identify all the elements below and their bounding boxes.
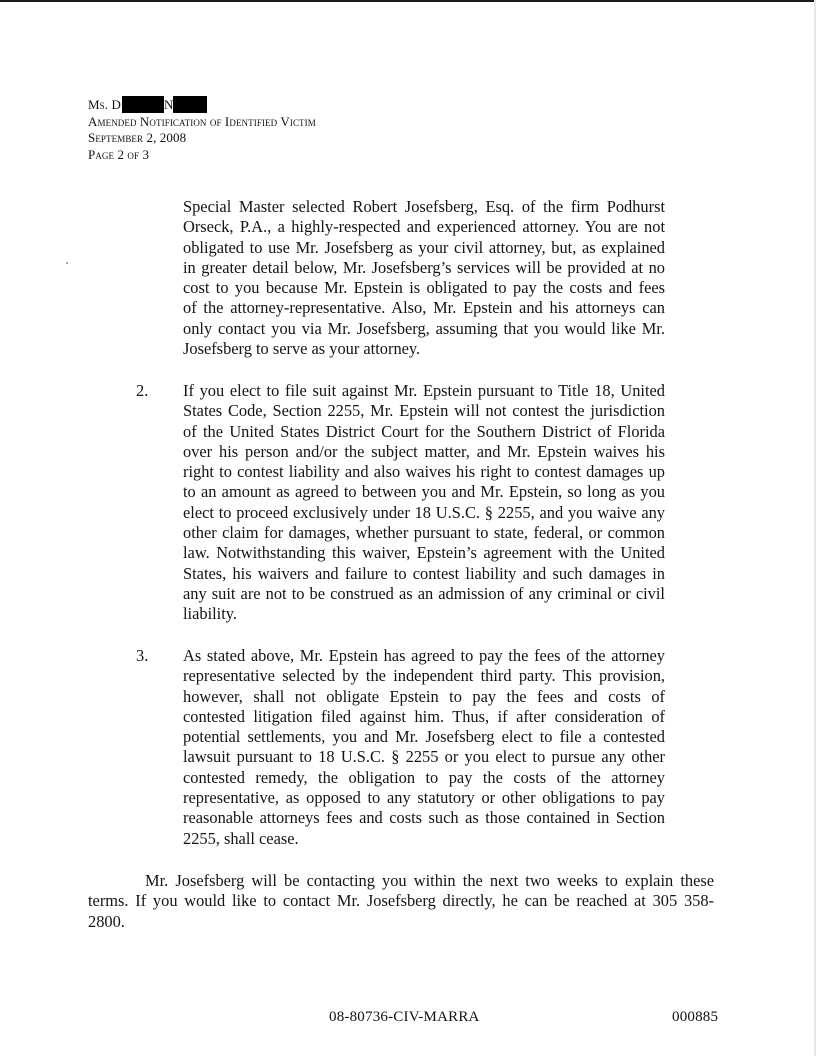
redaction-block: [173, 96, 207, 113]
letter-date: September 2, 2008: [88, 130, 187, 145]
redaction-block: [122, 96, 164, 113]
item-number: 3.: [136, 646, 149, 665]
paragraph-line: Orseck, P.A., a highly-respected and experienced attorney. You are not: [183, 217, 665, 237]
paragraph-line: right to contest liability and also waives his right to contest damages up: [183, 462, 665, 482]
paragraph-line: cost to you because Mr. Epstein is obligated to pay the costs and fees: [183, 278, 665, 298]
paragraph-line: however, shall not obligate Epstein to pay the fees and costs of: [183, 686, 665, 706]
paragraph-line: any suit are not to be construed as an admission of any criminal or civil: [183, 583, 665, 603]
paragraph-line: 2800.: [88, 911, 125, 931]
page-indicator: Page 2 of 3: [88, 146, 150, 162]
paragraph-line: terms. If you would like to contact Mr. Josefsberg directly, he can be reached at 305 358-: [88, 891, 714, 911]
recipient-name-prefix: Ms. D: [88, 97, 121, 112]
top-border-line: [0, 0, 816, 2]
recipient-name-mid: N: [163, 97, 174, 112]
paragraph-line: potential settlements, you and Mr. Josefsberg elect to file a contested: [183, 727, 665, 747]
paragraph-line: lawsuit pursuant to 18 U.S.C. § 2255 or you elect to pursue any other: [183, 747, 665, 767]
recipient-line: [88, 96, 316, 114]
paragraph-line: in greater detail below, Mr. Josefsberg’s services will be provided at no: [183, 257, 665, 277]
paragraph-line: 2255, shall cease.: [183, 828, 299, 848]
paragraph-line: over his person and/or the subject matter, and Mr. Epstein waives his: [183, 441, 665, 461]
paragraph-line: States, his waivers and failure to contest liability and such damages in: [183, 563, 665, 583]
paragraph-line: obligated to use Mr. Josefsberg as your civil attorney, but, as explained: [183, 237, 665, 257]
paragraph-line: of the attorney-representative. Also, Mr. Epstein and his attorneys can: [183, 298, 665, 318]
scan-speck: [66, 262, 68, 264]
closing-paragraph: [88, 871, 714, 932]
paragraph-line: elect to proceed exclusively under 18 U.S.C. § 2255, and you waive any: [183, 502, 665, 522]
paragraph-line: Special Master selected Robert Josefsberg, Esq. of the firm Podhurst: [183, 197, 665, 216]
paragraph-line: Mr. Josefsberg will be contacting you within the next two weeks to explain these: [88, 871, 714, 890]
numbered-item-2: [183, 381, 665, 625]
paragraph-line: reasonable attorneys fees and costs such as those contained in Section: [183, 808, 665, 828]
document-title: Amended Notification of Identified Victim: [88, 113, 316, 129]
item-number: 2.: [136, 381, 149, 400]
paragraph-line: representative, as opposed to any statutory or other obligations to pay: [183, 788, 665, 808]
paragraph-line: liability.: [183, 604, 238, 624]
paragraph-line: States Code, Section 2255, Mr. Epstein will not contest the jurisdiction: [183, 401, 665, 421]
case-number: 08-80736-CIV-MARRA: [329, 1009, 480, 1025]
paragraph-line: As stated above, Mr. Epstein has agreed to pay the fees of the attorney: [183, 646, 665, 665]
paragraph-line: contested litigation filed against him. Thus, if after consideration of: [183, 706, 665, 726]
paragraph-line: to an amount as agreed to between you and Mr. Epstein, so long as you: [183, 482, 665, 502]
paragraph-line: only contact you via Mr. Josefsberg, assuming that you would like Mr.: [183, 318, 665, 338]
paragraph-line: If you elect to file suit against Mr. Epstein pursuant to Title 18, United: [183, 381, 665, 400]
numbered-item-3: [183, 646, 665, 849]
paragraph-line: of the United States District Court for the Southern District of Florida: [183, 421, 665, 441]
letter-header: [88, 96, 316, 163]
paragraph-line: law. Notwithstanding this waiver, Epstein’s agreement with the United: [183, 543, 665, 563]
bates-number: 000885: [672, 1009, 719, 1025]
paragraph-line: representative selected by the independent third party. This provision,: [183, 666, 665, 686]
paragraph-line: contested remedy, the obligation to pay the costs of the attorney: [183, 767, 665, 787]
paragraph-line: other claim for damages, whether pursuant to state, federal, or common: [183, 523, 665, 543]
intro-paragraph: [183, 197, 665, 359]
paragraph-line: Josefsberg to serve as your attorney.: [183, 339, 421, 359]
